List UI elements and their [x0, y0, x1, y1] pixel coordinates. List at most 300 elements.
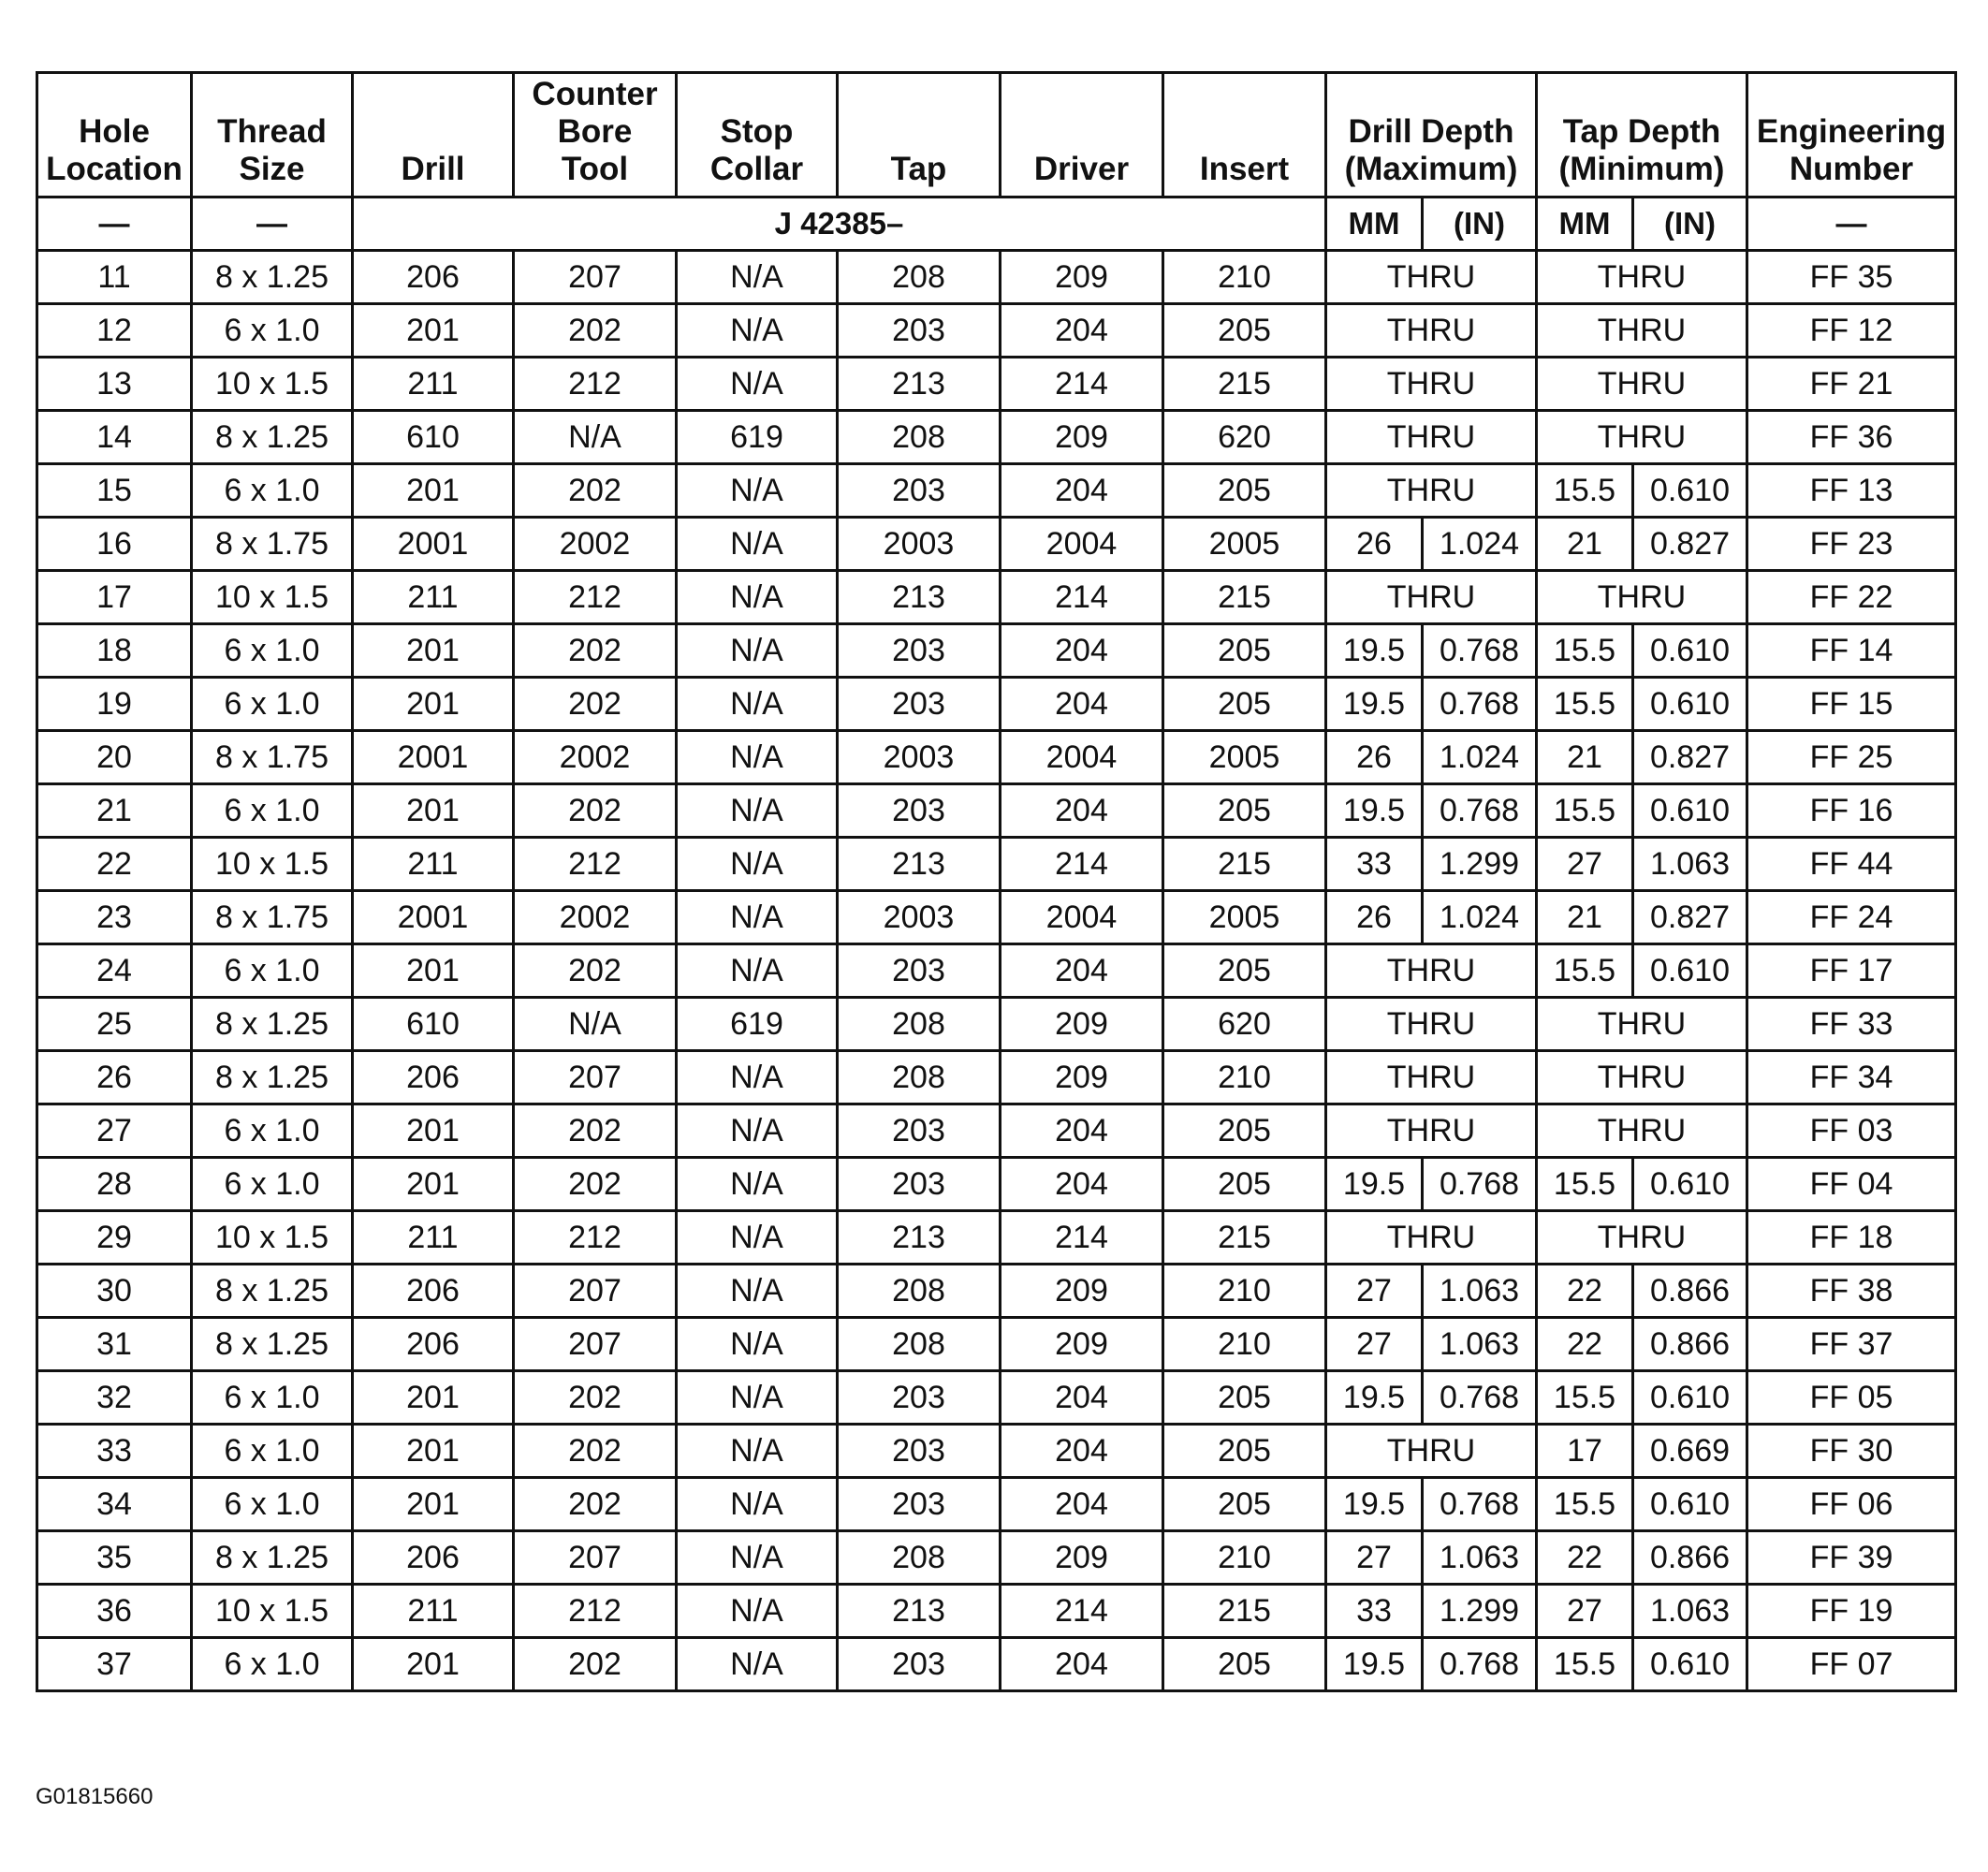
header-driver [1001, 73, 1163, 197]
cell-drill-depth-in: 1.063 [1423, 1265, 1537, 1318]
cell-thread-size: 10 x 1.5 [192, 571, 353, 624]
table-row [37, 678, 1956, 731]
cell-drill-depth-mm: 26 [1326, 891, 1423, 944]
cell-drill: 201 [353, 678, 514, 731]
cell-stop-collar: 619 [677, 998, 838, 1051]
cell-drill-depth: THRU [1326, 358, 1537, 411]
cell-thread-size: 8 x 1.75 [192, 518, 353, 571]
cell-tap-depth: THRU [1537, 304, 1747, 358]
cell-insert: 205 [1163, 624, 1326, 678]
cell-thread-size: 6 x 1.0 [192, 1425, 353, 1478]
header-text: Collar [709, 151, 804, 187]
header-text: Counter [532, 76, 658, 112]
cell-driver: 204 [1001, 1638, 1163, 1691]
cell-driver: 204 [1001, 1158, 1163, 1211]
units-hole-location: — [37, 197, 192, 251]
cell-drill: 201 [353, 944, 514, 998]
cell-hole-location: 35 [37, 1531, 192, 1585]
cell-counter-bore-tool: 212 [514, 571, 677, 624]
cell-thread-size: 10 x 1.5 [192, 1211, 353, 1265]
cell-tap-depth-in: 0.866 [1633, 1531, 1747, 1585]
cell-tap-depth-in: 0.866 [1633, 1318, 1747, 1371]
table-row [37, 891, 1956, 944]
cell-drill-depth-in: 0.768 [1423, 678, 1537, 731]
cell-insert: 205 [1163, 1371, 1326, 1425]
cell-insert: 205 [1163, 1638, 1326, 1691]
cell-thread-size: 8 x 1.25 [192, 1265, 353, 1318]
cell-drill-depth-mm: 19.5 [1326, 1371, 1423, 1425]
cell-insert: 210 [1163, 1265, 1326, 1318]
cell-drill-depth: THRU [1326, 251, 1537, 304]
cell-thread-size: 6 x 1.0 [192, 304, 353, 358]
cell-counter-bore-tool: 2002 [514, 731, 677, 784]
cell-tap-depth: THRU [1537, 411, 1747, 464]
cell-tap: 203 [838, 624, 1001, 678]
cell-tap: 213 [838, 1585, 1001, 1638]
cell-hole-location: 12 [37, 304, 192, 358]
cell-hole-location: 11 [37, 251, 192, 304]
cell-driver: 2004 [1001, 518, 1163, 571]
cell-engineering-number: FF 25 [1747, 731, 1956, 784]
cell-engineering-number: FF 35 [1747, 251, 1956, 304]
cell-engineering-number: FF 16 [1747, 784, 1956, 838]
cell-driver: 204 [1001, 304, 1163, 358]
cell-thread-size: 8 x 1.25 [192, 998, 353, 1051]
units-row [37, 197, 1956, 251]
cell-hole-location: 31 [37, 1318, 192, 1371]
cell-insert: 205 [1163, 304, 1326, 358]
cell-drill-depth-in: 0.768 [1423, 784, 1537, 838]
cell-stop-collar: N/A [677, 251, 838, 304]
table-row [37, 304, 1956, 358]
cell-drill-depth-in: 1.063 [1423, 1318, 1537, 1371]
cell-drill: 206 [353, 1265, 514, 1318]
cell-stop-collar: N/A [677, 624, 838, 678]
cell-engineering-number: FF 07 [1747, 1638, 1956, 1691]
cell-tap: 208 [838, 1051, 1001, 1104]
cell-tap-depth-in: 0.610 [1633, 784, 1747, 838]
cell-hole-location: 20 [37, 731, 192, 784]
cell-insert: 205 [1163, 1158, 1326, 1211]
cell-hole-location: 33 [37, 1425, 192, 1478]
cell-tap-depth: THRU [1537, 1051, 1747, 1104]
cell-tap-depth: THRU [1537, 571, 1747, 624]
cell-drill-depth: THRU [1326, 411, 1537, 464]
cell-counter-bore-tool: 202 [514, 678, 677, 731]
cell-driver: 214 [1001, 838, 1163, 891]
cell-counter-bore-tool: 207 [514, 251, 677, 304]
cell-tap-depth-in: 0.827 [1633, 731, 1747, 784]
cell-tap: 213 [838, 1211, 1001, 1265]
cell-stop-collar: N/A [677, 304, 838, 358]
cell-tap-depth-mm: 22 [1537, 1265, 1633, 1318]
cell-tap: 213 [838, 838, 1001, 891]
cell-insert: 205 [1163, 944, 1326, 998]
table-row [37, 1104, 1956, 1158]
cell-tap-depth-mm: 15.5 [1537, 1158, 1633, 1211]
header-stop-collar [677, 73, 838, 197]
cell-tap-depth-in: 1.063 [1633, 838, 1747, 891]
units-thread-size: — [192, 197, 353, 251]
cell-tap: 213 [838, 571, 1001, 624]
units-drill-depth-in: (IN) [1423, 197, 1537, 251]
cell-tap-depth: THRU [1537, 358, 1747, 411]
cell-stop-collar: N/A [677, 1265, 838, 1318]
cell-driver: 209 [1001, 1051, 1163, 1104]
cell-engineering-number: FF 22 [1747, 571, 1956, 624]
cell-engineering-number: FF 21 [1747, 358, 1956, 411]
units-engineering-number: — [1747, 197, 1956, 251]
table-row [37, 1265, 1956, 1318]
table-row [37, 998, 1956, 1051]
table-row [37, 518, 1956, 571]
cell-tap: 208 [838, 998, 1001, 1051]
cell-stop-collar: N/A [677, 1531, 838, 1585]
cell-drill-depth: THRU [1326, 1211, 1537, 1265]
cell-driver: 209 [1001, 1531, 1163, 1585]
table-row [37, 838, 1956, 891]
cell-drill: 201 [353, 1158, 514, 1211]
cell-tap: 203 [838, 1371, 1001, 1425]
cell-hole-location: 22 [37, 838, 192, 891]
cell-engineering-number: FF 34 [1747, 1051, 1956, 1104]
cell-insert: 215 [1163, 358, 1326, 411]
cell-driver: 204 [1001, 1478, 1163, 1531]
cell-stop-collar: N/A [677, 1585, 838, 1638]
cell-driver: 209 [1001, 1265, 1163, 1318]
cell-insert: 215 [1163, 1211, 1326, 1265]
table-row [37, 1585, 1956, 1638]
cell-tap: 203 [838, 1158, 1001, 1211]
cell-stop-collar: N/A [677, 1638, 838, 1691]
header-text: Driver [1033, 151, 1130, 187]
tool-number-prefix: J 42385– [353, 197, 1326, 251]
table-row [37, 1478, 1956, 1531]
header-tap [838, 73, 1001, 197]
cell-engineering-number: FF 17 [1747, 944, 1956, 998]
cell-driver: 214 [1001, 571, 1163, 624]
cell-drill: 211 [353, 1585, 514, 1638]
cell-tap: 208 [838, 1531, 1001, 1585]
cell-tap-depth-mm: 15.5 [1537, 944, 1633, 998]
cell-hole-location: 16 [37, 518, 192, 571]
cell-drill-depth-mm: 33 [1326, 1585, 1423, 1638]
cell-driver: 204 [1001, 624, 1163, 678]
cell-tap-depth: THRU [1537, 1104, 1747, 1158]
cell-tap-depth: THRU [1537, 998, 1747, 1051]
cell-stop-collar: N/A [677, 1211, 838, 1265]
cell-thread-size: 6 x 1.0 [192, 1478, 353, 1531]
cell-drill: 201 [353, 1478, 514, 1531]
cell-tap: 203 [838, 1638, 1001, 1691]
cell-tap-depth-mm: 15.5 [1537, 1371, 1633, 1425]
cell-tap-depth-in: 0.669 [1633, 1425, 1747, 1478]
cell-tap: 203 [838, 1478, 1001, 1531]
cell-counter-bore-tool: 212 [514, 1585, 677, 1638]
cell-hole-location: 18 [37, 624, 192, 678]
cell-stop-collar: N/A [677, 1425, 838, 1478]
header-text: Tap Depth [1562, 113, 1721, 150]
cell-counter-bore-tool: 202 [514, 784, 677, 838]
cell-tap-depth-mm: 15.5 [1537, 464, 1633, 518]
cell-tap: 203 [838, 944, 1001, 998]
table-row [37, 358, 1956, 411]
cell-tap: 203 [838, 1425, 1001, 1478]
cell-drill-depth-in: 1.299 [1423, 838, 1537, 891]
insert-tool-table [36, 71, 1957, 1692]
cell-driver: 204 [1001, 464, 1163, 518]
cell-thread-size: 8 x 1.25 [192, 1531, 353, 1585]
cell-counter-bore-tool: 202 [514, 1638, 677, 1691]
table-row [37, 571, 1956, 624]
cell-tap-depth-mm: 27 [1537, 838, 1633, 891]
cell-drill: 201 [353, 304, 514, 358]
cell-thread-size: 8 x 1.25 [192, 411, 353, 464]
cell-stop-collar: 619 [677, 411, 838, 464]
cell-tap-depth-in: 0.827 [1633, 518, 1747, 571]
cell-drill: 2001 [353, 731, 514, 784]
cell-driver: 209 [1001, 411, 1163, 464]
cell-engineering-number: FF 33 [1747, 998, 1956, 1051]
cell-drill: 206 [353, 1318, 514, 1371]
table-row [37, 1425, 1956, 1478]
cell-drill-depth-mm: 19.5 [1326, 624, 1423, 678]
cell-tap: 208 [838, 411, 1001, 464]
cell-driver: 204 [1001, 784, 1163, 838]
cell-tap: 208 [838, 1265, 1001, 1318]
header-insert [1163, 73, 1326, 197]
header-text: Engineering [1756, 113, 1947, 150]
cell-tap-depth-mm: 21 [1537, 891, 1633, 944]
cell-insert: 620 [1163, 411, 1326, 464]
cell-tap: 203 [838, 1104, 1001, 1158]
cell-drill: 201 [353, 1425, 514, 1478]
cell-insert: 210 [1163, 1531, 1326, 1585]
cell-tap-depth-mm: 15.5 [1537, 784, 1633, 838]
cell-drill: 211 [353, 1211, 514, 1265]
cell-thread-size: 8 x 1.75 [192, 891, 353, 944]
cell-drill-depth-in: 1.024 [1423, 518, 1537, 571]
cell-drill: 206 [353, 1051, 514, 1104]
cell-hole-location: 13 [37, 358, 192, 411]
cell-stop-collar: N/A [677, 678, 838, 731]
cell-insert: 210 [1163, 1318, 1326, 1371]
cell-stop-collar: N/A [677, 358, 838, 411]
cell-counter-bore-tool: 212 [514, 358, 677, 411]
header-text: Stop [720, 113, 794, 150]
cell-insert: 215 [1163, 1585, 1326, 1638]
cell-stop-collar: N/A [677, 1318, 838, 1371]
cell-tap-depth-mm: 17 [1537, 1425, 1633, 1478]
cell-driver: 209 [1001, 251, 1163, 304]
cell-tap-depth-mm: 15.5 [1537, 1638, 1633, 1691]
cell-drill-depth: THRU [1326, 464, 1537, 518]
cell-hole-location: 25 [37, 998, 192, 1051]
cell-engineering-number: FF 03 [1747, 1104, 1956, 1158]
cell-driver: 2004 [1001, 731, 1163, 784]
cell-counter-bore-tool: 202 [514, 1425, 677, 1478]
cell-driver: 214 [1001, 1211, 1163, 1265]
cell-counter-bore-tool: 202 [514, 1371, 677, 1425]
cell-drill-depth: THRU [1326, 1104, 1537, 1158]
cell-stop-collar: N/A [677, 518, 838, 571]
header-engineering-number [1747, 73, 1956, 197]
cell-drill: 2001 [353, 518, 514, 571]
table-row [37, 1318, 1956, 1371]
header-text: Tap [890, 151, 947, 187]
header-counter-bore-tool [514, 73, 677, 197]
cell-counter-bore-tool: 202 [514, 1158, 677, 1211]
cell-drill: 610 [353, 411, 514, 464]
cell-tap-depth-mm: 22 [1537, 1318, 1633, 1371]
cell-tap-depth-mm: 15.5 [1537, 624, 1633, 678]
cell-drill: 201 [353, 464, 514, 518]
cell-counter-bore-tool: 212 [514, 1211, 677, 1265]
cell-tap-depth-mm: 21 [1537, 731, 1633, 784]
cell-drill-depth-mm: 27 [1326, 1318, 1423, 1371]
table-body [37, 251, 1956, 1691]
cell-drill: 201 [353, 1371, 514, 1425]
cell-thread-size: 8 x 1.25 [192, 1318, 353, 1371]
cell-engineering-number: FF 44 [1747, 838, 1956, 891]
cell-insert: 205 [1163, 784, 1326, 838]
cell-tap-depth-in: 0.610 [1633, 1478, 1747, 1531]
cell-stop-collar: N/A [677, 1478, 838, 1531]
cell-drill-depth-in: 0.768 [1423, 1158, 1537, 1211]
cell-drill: 206 [353, 1531, 514, 1585]
cell-counter-bore-tool: 207 [514, 1318, 677, 1371]
header-text: Number [1789, 151, 1914, 187]
cell-counter-bore-tool: 202 [514, 624, 677, 678]
cell-thread-size: 6 x 1.0 [192, 678, 353, 731]
table-row [37, 1638, 1956, 1691]
cell-tap-depth-mm: 21 [1537, 518, 1633, 571]
cell-engineering-number: FF 39 [1747, 1531, 1956, 1585]
cell-insert: 205 [1163, 678, 1326, 731]
cell-insert: 2005 [1163, 518, 1326, 571]
cell-hole-location: 28 [37, 1158, 192, 1211]
cell-drill-depth: THRU [1326, 944, 1537, 998]
header-text: Bore [557, 113, 633, 150]
units-tap-depth-in: (IN) [1633, 197, 1747, 251]
cell-tap-depth-mm: 15.5 [1537, 678, 1633, 731]
cell-insert: 205 [1163, 1104, 1326, 1158]
cell-drill-depth-in: 1.024 [1423, 731, 1537, 784]
cell-stop-collar: N/A [677, 1104, 838, 1158]
cell-engineering-number: FF 15 [1747, 678, 1956, 731]
cell-hole-location: 19 [37, 678, 192, 731]
cell-drill-depth-in: 1.024 [1423, 891, 1537, 944]
cell-drill-depth-mm: 19.5 [1326, 1638, 1423, 1691]
cell-drill-depth-in: 1.299 [1423, 1585, 1537, 1638]
cell-engineering-number: FF 06 [1747, 1478, 1956, 1531]
cell-tap: 208 [838, 1318, 1001, 1371]
cell-driver: 2004 [1001, 891, 1163, 944]
cell-thread-size: 10 x 1.5 [192, 1585, 353, 1638]
header-tap-depth [1537, 73, 1747, 197]
cell-drill: 206 [353, 251, 514, 304]
cell-counter-bore-tool: N/A [514, 411, 677, 464]
cell-counter-bore-tool: 212 [514, 838, 677, 891]
cell-insert: 205 [1163, 1425, 1326, 1478]
cell-thread-size: 6 x 1.0 [192, 624, 353, 678]
cell-counter-bore-tool: 2002 [514, 518, 677, 571]
cell-drill-depth: THRU [1326, 304, 1537, 358]
cell-tap-depth-in: 0.827 [1633, 891, 1747, 944]
cell-thread-size: 8 x 1.25 [192, 251, 353, 304]
table-row [37, 731, 1956, 784]
cell-drill-depth: THRU [1326, 1425, 1537, 1478]
cell-drill-depth-in: 0.768 [1423, 1638, 1537, 1691]
cell-counter-bore-tool: 207 [514, 1265, 677, 1318]
cell-engineering-number: FF 37 [1747, 1318, 1956, 1371]
cell-counter-bore-tool: 207 [514, 1051, 677, 1104]
cell-stop-collar: N/A [677, 784, 838, 838]
cell-driver: 204 [1001, 1371, 1163, 1425]
cell-thread-size: 10 x 1.5 [192, 838, 353, 891]
cell-counter-bore-tool: 202 [514, 1478, 677, 1531]
cell-drill-depth-mm: 19.5 [1326, 1478, 1423, 1531]
table-row [37, 1158, 1956, 1211]
cell-stop-collar: N/A [677, 838, 838, 891]
cell-driver: 204 [1001, 678, 1163, 731]
cell-drill-depth-mm: 19.5 [1326, 784, 1423, 838]
cell-hole-location: 29 [37, 1211, 192, 1265]
cell-tap-depth-in: 0.610 [1633, 624, 1747, 678]
cell-drill: 201 [353, 1104, 514, 1158]
cell-hole-location: 30 [37, 1265, 192, 1318]
cell-driver: 204 [1001, 1425, 1163, 1478]
cell-drill-depth: THRU [1326, 1051, 1537, 1104]
cell-insert: 2005 [1163, 891, 1326, 944]
cell-tap: 203 [838, 784, 1001, 838]
cell-counter-bore-tool: 202 [514, 464, 677, 518]
cell-drill: 2001 [353, 891, 514, 944]
cell-thread-size: 6 x 1.0 [192, 1158, 353, 1211]
header-drill-depth [1326, 73, 1537, 197]
cell-drill: 610 [353, 998, 514, 1051]
cell-tap-depth-in: 0.610 [1633, 1158, 1747, 1211]
cell-stop-collar: N/A [677, 891, 838, 944]
figure-id: G01815660 [36, 1784, 153, 1809]
cell-tap-depth: THRU [1537, 251, 1747, 304]
header-text: Drill Depth [1348, 113, 1514, 150]
cell-engineering-number: FF 12 [1747, 304, 1956, 358]
table-row [37, 1371, 1956, 1425]
cell-drill: 201 [353, 1638, 514, 1691]
table-row [37, 464, 1956, 518]
cell-hole-location: 21 [37, 784, 192, 838]
cell-tap: 208 [838, 251, 1001, 304]
cell-hole-location: 26 [37, 1051, 192, 1104]
cell-insert: 210 [1163, 251, 1326, 304]
cell-stop-collar: N/A [677, 1371, 838, 1425]
cell-engineering-number: FF 04 [1747, 1158, 1956, 1211]
cell-insert: 620 [1163, 998, 1326, 1051]
cell-counter-bore-tool: 202 [514, 304, 677, 358]
cell-tap-depth: THRU [1537, 1211, 1747, 1265]
cell-tap-depth-mm: 27 [1537, 1585, 1633, 1638]
cell-driver: 209 [1001, 1318, 1163, 1371]
cell-counter-bore-tool: N/A [514, 998, 677, 1051]
cell-thread-size: 6 x 1.0 [192, 1371, 353, 1425]
header-hole-location [37, 73, 192, 197]
cell-engineering-number: FF 14 [1747, 624, 1956, 678]
header-text: (Maximum) [1344, 151, 1518, 187]
cell-drill-depth-mm: 26 [1326, 731, 1423, 784]
table-row [37, 1531, 1956, 1585]
cell-thread-size: 6 x 1.0 [192, 944, 353, 998]
